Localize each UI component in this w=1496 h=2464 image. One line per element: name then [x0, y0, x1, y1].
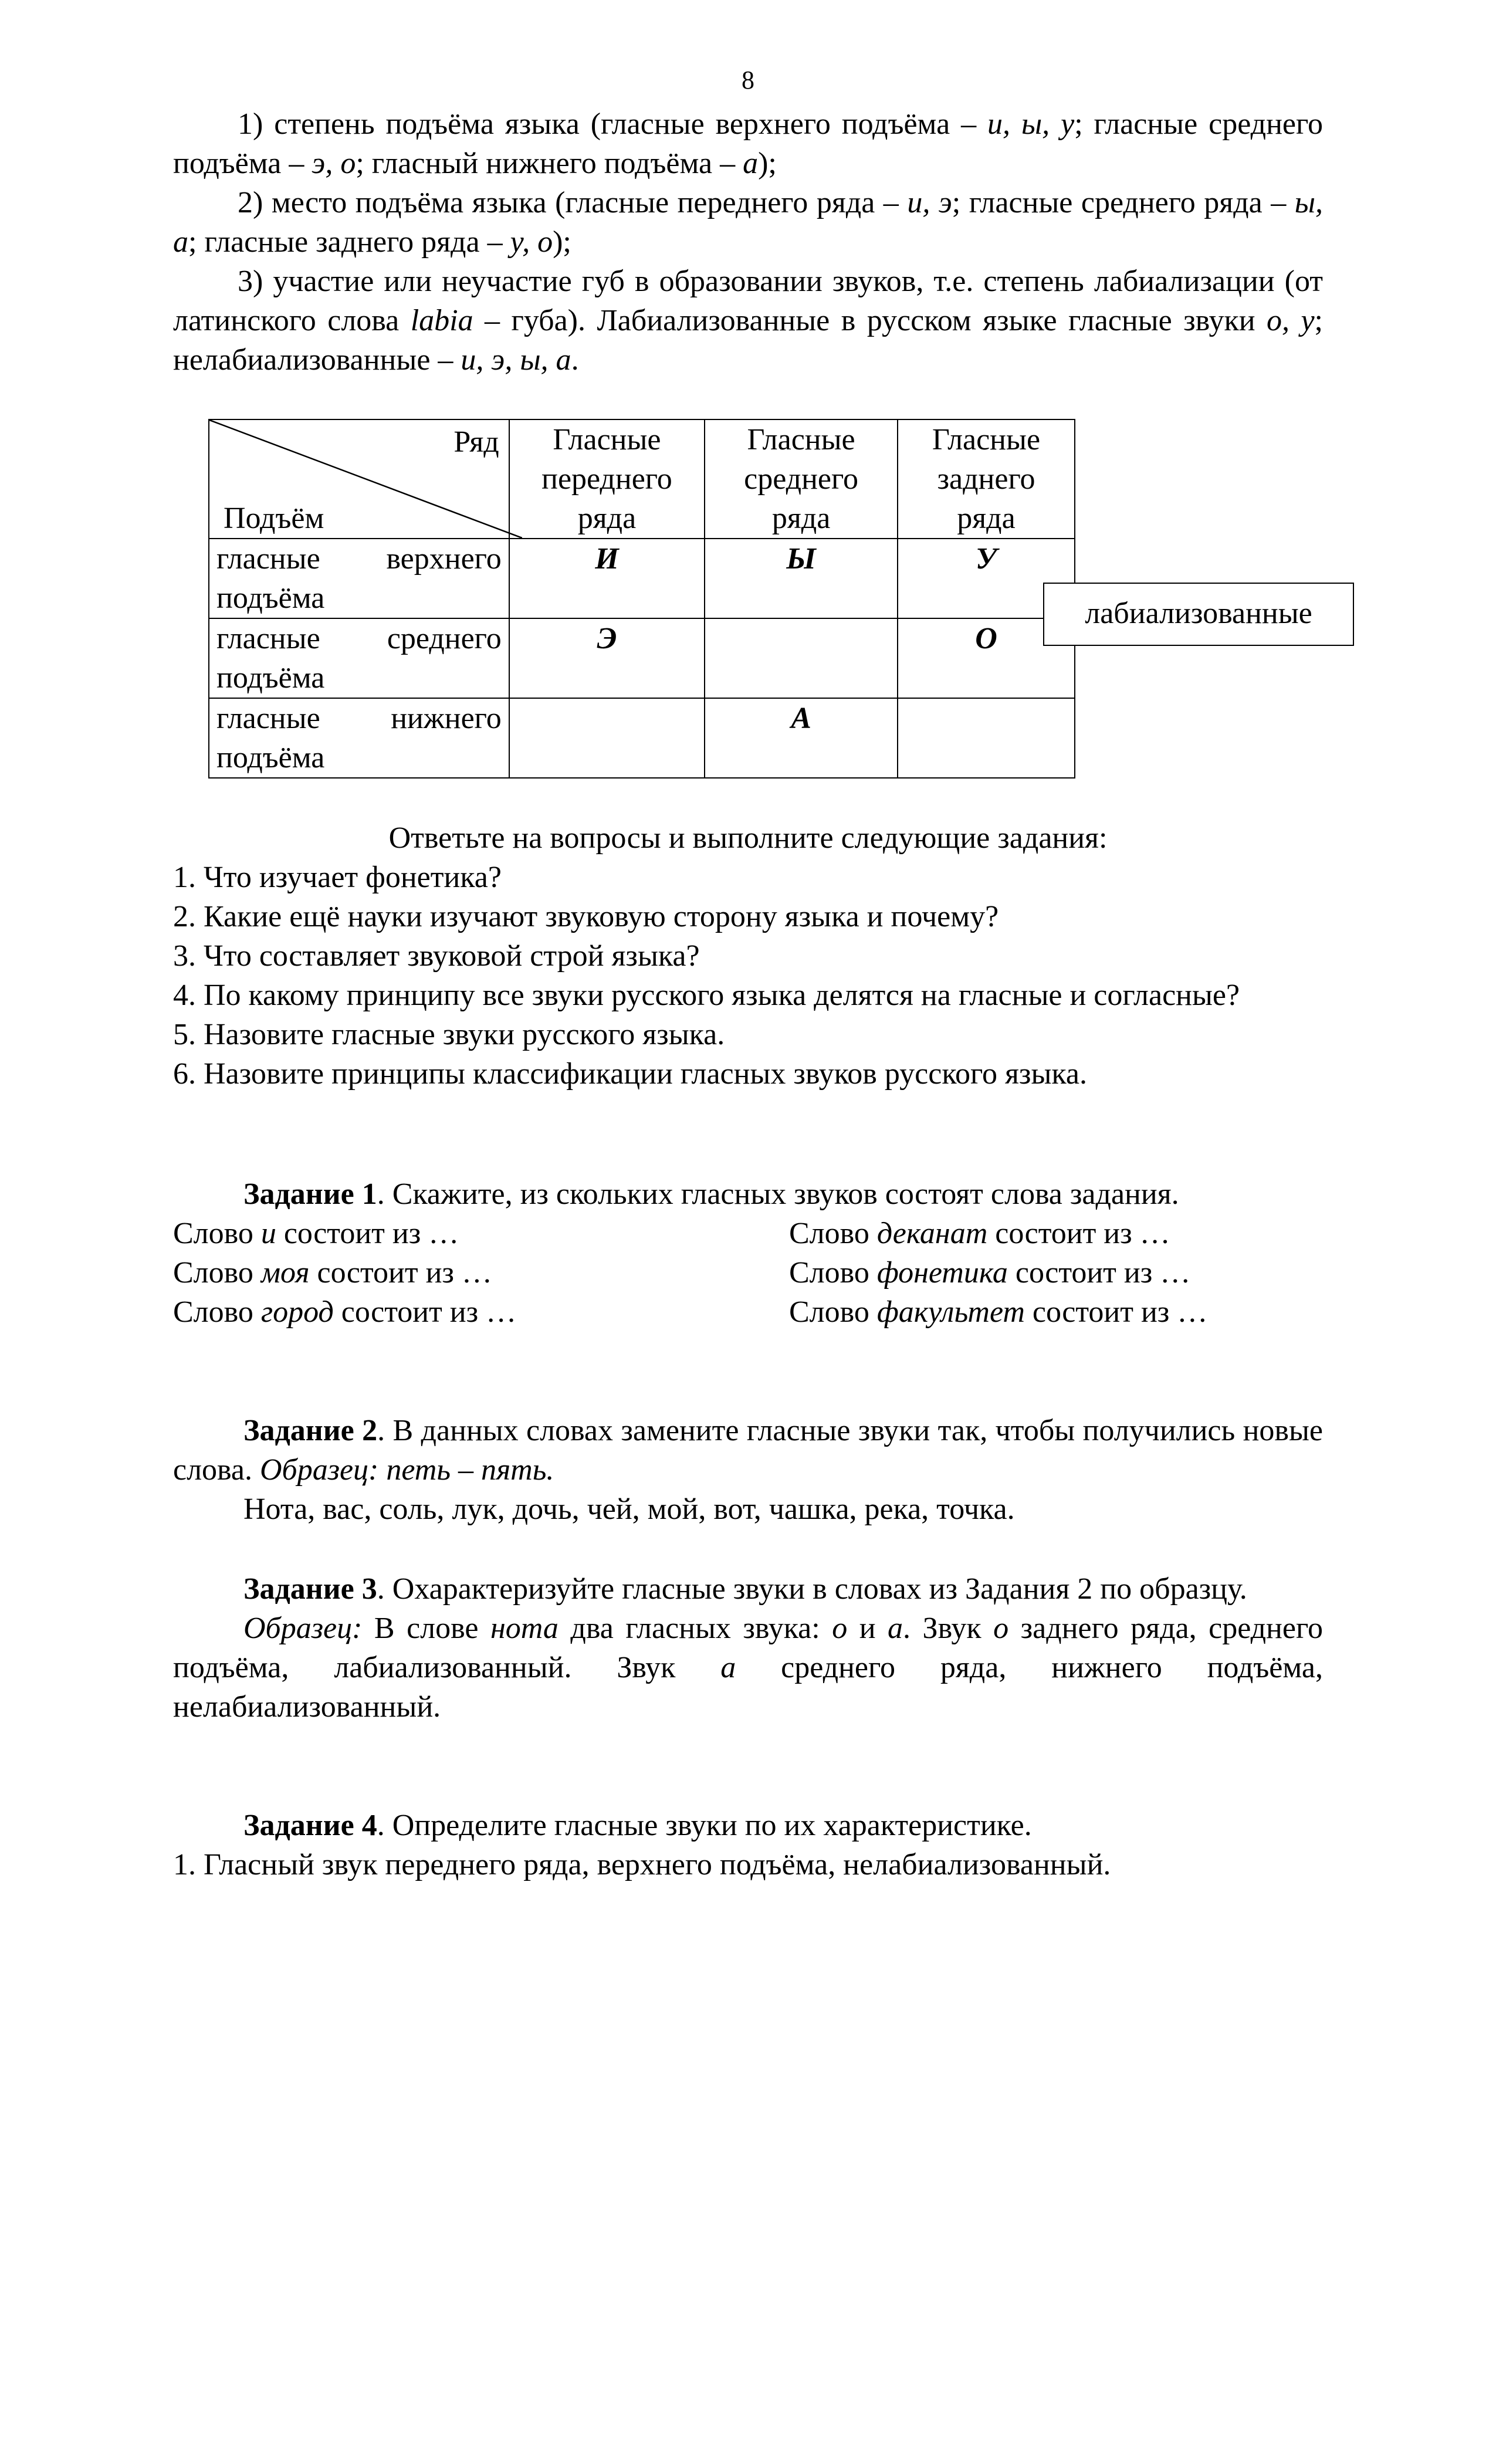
- task-1: [173, 1175, 1323, 1332]
- text-italic: а: [743, 147, 759, 180]
- text: В слове: [362, 1612, 490, 1645]
- text: [789, 1214, 1323, 1253]
- text: среднего: [387, 622, 502, 655]
- text-italic: и, ы, у: [987, 107, 1075, 141]
- task-3: [173, 1569, 1323, 1727]
- word: город: [260, 1295, 334, 1329]
- table-row: [209, 618, 1075, 698]
- text: .: [571, 343, 579, 377]
- table-corner-cell: [209, 419, 509, 539]
- task-1-row: [173, 1214, 1323, 1253]
- table-row: [209, 698, 1075, 778]
- text: гласные: [216, 542, 320, 576]
- row-label: [209, 618, 509, 698]
- text-italic: и, э: [907, 186, 952, 219]
- row-label: [209, 539, 509, 618]
- text: заднего ряда, среднего подъёма, лабиализованный. Звук: [173, 1612, 1323, 1684]
- question-item: 3. Что составляет звуковой строй языка?: [173, 939, 700, 973]
- question-item: 4. По какому принципу все звуки русского языка делятся на гласные и согласные?: [173, 979, 1240, 1012]
- text: подъёма: [216, 581, 325, 615]
- task-3-example: [173, 1609, 1323, 1727]
- task-title: Задание 3: [243, 1572, 377, 1606]
- vowel-cell: Э: [509, 618, 705, 698]
- text: . В данных словах замените гласные звуки так, чтобы получились новые слова.: [173, 1414, 1323, 1487]
- text-italic: о, у: [1267, 304, 1315, 337]
- intro-section: [173, 104, 1323, 380]
- text: [173, 1253, 789, 1292]
- intro-item-3: [173, 262, 1323, 380]
- text: верхнего: [386, 542, 502, 576]
- column-header: Гласные заднего ряда: [898, 419, 1075, 539]
- task-1-prompt: [173, 1175, 1323, 1214]
- table-header-row: [209, 419, 1075, 539]
- vowel-table: [208, 419, 1075, 779]
- task-title: Задание 2: [243, 1414, 378, 1447]
- intro-item-2: [173, 183, 1323, 262]
- task-2-prompt: [173, 1411, 1323, 1490]
- text: Слово: [173, 1217, 261, 1250]
- task-1-row: [173, 1292, 1323, 1332]
- text: состоит из …: [309, 1256, 492, 1289]
- task-2-words: Нота, вас, соль, лук, дочь, чей, мой, вот, чашка, река, точка.: [243, 1492, 1015, 1526]
- text: 3) участие или неучастие губ в образовании звуков, т.е. степень лабиализации (от латинского слова: [173, 265, 1323, 337]
- page-number: 8: [742, 66, 754, 94]
- text-italic: labia: [410, 304, 473, 337]
- question-item: 1. Что изучает фонетика?: [173, 861, 502, 894]
- text: гласные: [216, 702, 320, 735]
- word: фонетика: [876, 1256, 1008, 1289]
- word: и: [260, 1217, 276, 1250]
- vowel-cell: О: [898, 618, 1075, 698]
- text: Слово: [173, 1295, 261, 1329]
- word: деканат: [876, 1217, 988, 1250]
- text: состоит из …: [987, 1217, 1170, 1250]
- vowel-cell: [509, 698, 705, 778]
- text: 1) степень подъёма языка (гласные верхнего подъёма –: [238, 107, 988, 141]
- text: состоит из …: [1024, 1295, 1208, 1329]
- text: Слово: [789, 1295, 877, 1329]
- text: );: [758, 147, 777, 180]
- questions-title: Ответьте на вопросы и выполните следующие задания:: [388, 821, 1108, 855]
- text: гласные: [216, 622, 320, 655]
- word: моя: [260, 1256, 310, 1289]
- text: [789, 1253, 1323, 1292]
- question-item: 6. Назовите принципы классификации гласных звуков русского языка.: [173, 1057, 1087, 1091]
- text: два гласных звука:: [558, 1612, 832, 1645]
- corner-label-height: Подъём: [224, 502, 324, 535]
- text-italic: и, э, ы, а: [461, 343, 571, 377]
- text: нижнего: [391, 702, 502, 735]
- corner-label-row: Ряд: [453, 425, 499, 459]
- text: . Звук: [903, 1612, 994, 1645]
- text: Слово: [789, 1217, 877, 1250]
- row-label: [209, 698, 509, 778]
- text: [173, 1292, 789, 1332]
- vowel-cell: Ы: [705, 539, 898, 618]
- text: состоит из …: [276, 1217, 459, 1250]
- text: состоит из …: [1007, 1256, 1191, 1289]
- question-item: 2. Какие ещё науки изучают звуковую сторону языка и почему?: [173, 900, 999, 933]
- task-3-prompt: [173, 1569, 1323, 1609]
- vowel-cell: У: [898, 539, 1075, 618]
- text: ; гласные среднего подъёма –: [173, 107, 1324, 180]
- task-4-item: 1. Гласный звук переднего ряда, верхнего подъёма, нелабиализованный.: [173, 1848, 1111, 1881]
- text: подъёма: [216, 661, 325, 695]
- vowel-cell: [705, 618, 898, 698]
- text-italic: у, о: [510, 225, 553, 259]
- column-header: Гласные среднего ряда: [705, 419, 898, 539]
- word: нота: [490, 1612, 559, 1645]
- questions-section: [173, 818, 1323, 1094]
- table-row: [209, 539, 1075, 618]
- vowel-cell: И: [509, 539, 705, 618]
- word: а: [888, 1612, 903, 1645]
- word: а: [720, 1651, 736, 1684]
- text: . Определите гласные звуки по их характеристике.: [377, 1809, 1032, 1842]
- text: [789, 1292, 1323, 1332]
- column-header: Гласные переднего ряда: [509, 419, 705, 539]
- text: Слово: [173, 1256, 261, 1289]
- text: );: [553, 225, 571, 259]
- labialized-callout: лабиализованные: [1043, 583, 1354, 646]
- task-4-prompt: [173, 1806, 1323, 1845]
- text: Слово: [789, 1256, 877, 1289]
- vowel-cell: [898, 698, 1075, 778]
- word: о: [993, 1612, 1009, 1645]
- example-label: Образец:: [243, 1612, 363, 1645]
- word: о: [832, 1612, 848, 1645]
- word: факультет: [876, 1295, 1025, 1329]
- text: – губа). Лабиализованные в русском языке гласные звуки: [473, 304, 1267, 337]
- task-1-row: [173, 1253, 1323, 1292]
- text: ; гласные среднего ряда –: [952, 186, 1295, 219]
- text: . Охарактеризуйте гласные звуки в словах из Задания 2 по образцу.: [377, 1572, 1247, 1606]
- question-item: 5. Назовите гласные звуки русского языка.: [173, 1018, 725, 1051]
- text: состоит из …: [333, 1295, 517, 1329]
- task-title: Задание 4: [243, 1809, 377, 1842]
- text: среднего ряда, нижнего подъёма, нелабиализованный.: [173, 1651, 1323, 1724]
- text-italic: ы, а: [173, 186, 1324, 259]
- text: ; гласный нижнего подъёма –: [356, 147, 743, 180]
- text: и: [847, 1612, 888, 1645]
- text: 2) место подъёма языка (гласные переднего ряда –: [238, 186, 908, 219]
- text: [173, 1214, 789, 1253]
- intro-item-1: [173, 104, 1323, 183]
- task-4: [173, 1806, 1323, 1884]
- text: ; гласные заднего ряда –: [188, 225, 510, 259]
- text: . Скажите, из скольких гласных звуков состоят слова задания.: [377, 1177, 1179, 1211]
- vowel-cell: А: [705, 698, 898, 778]
- text: ; нелабиализованные –: [173, 304, 1323, 377]
- task-title: Задание 1: [243, 1177, 377, 1211]
- text-italic: э, о: [312, 147, 356, 180]
- task-2: [173, 1411, 1323, 1529]
- example-text: Образец: петь – пять.: [259, 1453, 554, 1487]
- text: подъёма: [216, 741, 325, 774]
